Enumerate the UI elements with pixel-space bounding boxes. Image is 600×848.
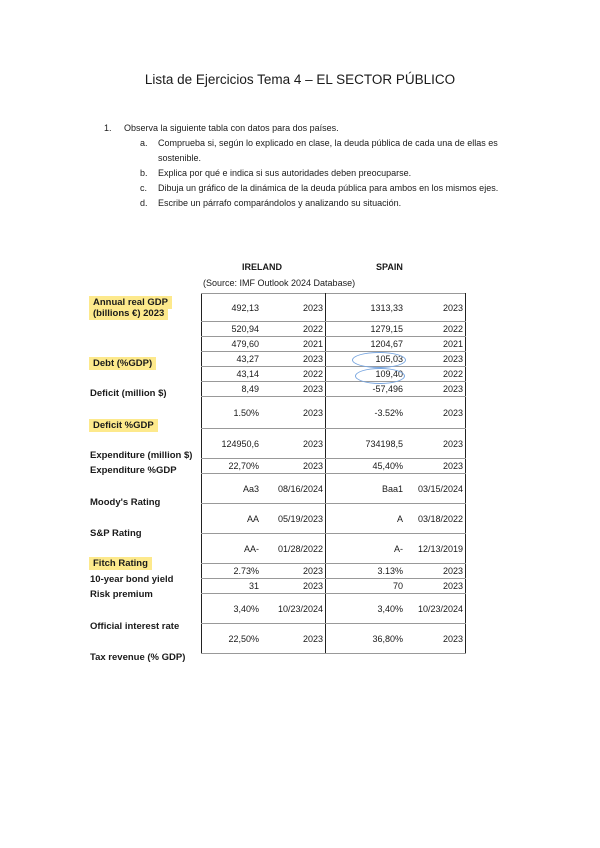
label-gdp-line1: Annual real GDP: [90, 297, 171, 308]
spain-value: 734198,5: [326, 429, 406, 459]
table-row: [202, 322, 466, 337]
exercise-text: Observa la siguiente tabla con datos para dos países.: [124, 123, 339, 133]
table-row: [202, 382, 466, 397]
spain-value: 36,80%: [326, 624, 406, 654]
ireland-value: AA-: [202, 534, 262, 564]
ireland-date: 2023: [261, 294, 326, 322]
label-moodys: Moody's Rating: [90, 497, 161, 508]
spain-date: 2023: [405, 624, 466, 654]
ireland-date: 2023: [261, 459, 326, 474]
item-text: Escribe un párrafo comparándolos y analizando su situación.: [158, 198, 402, 208]
table-row: [202, 579, 466, 594]
table-row: [202, 337, 466, 352]
spain-value: 105,03: [326, 352, 406, 367]
spain-date: 2023: [405, 564, 466, 579]
label-fitch: Fitch Rating: [90, 558, 151, 569]
ireland-value: 492,13: [202, 294, 262, 322]
ireland-date: 2023: [261, 429, 326, 459]
ireland-date: 2023: [261, 382, 326, 397]
label-risk-premium: Risk premium: [90, 589, 153, 600]
ireland-date: 2023: [261, 564, 326, 579]
spain-value: 1279,15: [326, 322, 406, 337]
column-header-spain: SPAIN: [376, 262, 403, 272]
ireland-date: 10/23/2024: [261, 594, 326, 624]
ireland-value: Aa3: [202, 474, 262, 504]
table-row: [202, 397, 466, 429]
table-row: [202, 624, 466, 654]
spain-date: 03/18/2022: [405, 504, 466, 534]
spain-date: 2023: [405, 382, 466, 397]
ireland-date: 01/28/2022: [261, 534, 326, 564]
spain-date: 2023: [405, 294, 466, 322]
ireland-value: 43,14: [202, 367, 262, 382]
ireland-value: 479,60: [202, 337, 262, 352]
exercise-1: [104, 121, 528, 136]
ireland-date: 05/19/2023: [261, 504, 326, 534]
ireland-value: 3,40%: [202, 594, 262, 624]
page-title: Lista de Ejercicios Tema 4 – EL SECTOR PÚBLICO: [144, 72, 456, 87]
ireland-value: 124950,6: [202, 429, 262, 459]
spain-date: 12/13/2019: [405, 534, 466, 564]
ireland-value: 22,70%: [202, 459, 262, 474]
ireland-value: 22,50%: [202, 624, 262, 654]
spain-value: 3,40%: [326, 594, 406, 624]
label-deficit-million: Deficit (million $): [90, 388, 167, 399]
ireland-value: 8,49: [202, 382, 262, 397]
label-expenditure-pct: Expenditure %GDP: [90, 465, 177, 476]
ireland-date: 2022: [261, 367, 326, 382]
ireland-value: 2.73%: [202, 564, 262, 579]
spain-value: 1313,33: [326, 294, 406, 322]
label-expenditure-million: Expenditure (million $): [90, 450, 193, 461]
spain-value: 45,40%: [326, 459, 406, 474]
spain-value: -3.52%: [326, 397, 406, 429]
exercise-item-a: [104, 136, 528, 166]
table-row: [202, 352, 466, 367]
table-row: [202, 429, 466, 459]
spain-date: 2023: [405, 429, 466, 459]
item-text: Comprueba si, según lo explicado en clase, la deuda pública de cada una de ellas es sostenible.: [158, 138, 498, 163]
spain-value: A-: [326, 534, 406, 564]
spain-value: 70: [326, 579, 406, 594]
column-header-ireland: IRELAND: [242, 262, 282, 272]
item-letter: a.: [140, 138, 148, 148]
table-row: [202, 504, 466, 534]
label-official-rate: Official interest rate: [90, 621, 180, 632]
spain-date: 2022: [405, 322, 466, 337]
spain-date: 2021: [405, 337, 466, 352]
table-row: [202, 474, 466, 504]
annotation-circle: [355, 368, 405, 384]
label-deficit-pct: Deficit %GDP: [90, 420, 157, 431]
spain-value: Baa1: [326, 474, 406, 504]
table-row: [202, 294, 466, 322]
ireland-date: 08/16/2024: [261, 474, 326, 504]
spain-value: 109,40: [326, 367, 406, 382]
spain-value: 3.13%: [326, 564, 406, 579]
item-text: Explica por qué e indica si sus autoridades deben preocuparse.: [158, 168, 412, 178]
spain-date: 10/23/2024: [405, 594, 466, 624]
exercise-number: 1.: [104, 123, 112, 133]
ireland-value: 1.50%: [202, 397, 262, 429]
item-text: Dibuja un gráfico de la dinámica de la deuda pública para ambos en los mismos ejes.: [158, 183, 499, 193]
spain-date: 03/15/2024: [405, 474, 466, 504]
item-letter: d.: [140, 198, 148, 208]
source-note: (Source: IMF Outlook 2024 Database): [203, 278, 356, 288]
spain-date: 2023: [405, 459, 466, 474]
ireland-date: 2021: [261, 337, 326, 352]
label-bond-yield: 10-year bond yield: [90, 574, 174, 585]
label-tax-revenue: Tax revenue (% GDP): [90, 652, 186, 663]
label-gdp: [90, 297, 171, 319]
ireland-value: AA: [202, 504, 262, 534]
spain-date: 2023: [405, 579, 466, 594]
spain-value: A: [326, 504, 406, 534]
spain-value: 1204,67: [326, 337, 406, 352]
exercise-item-c: [104, 181, 528, 196]
ireland-date: 2023: [261, 579, 326, 594]
label-debt: Debt (%GDP): [90, 358, 155, 369]
label-sp: S&P Rating: [90, 528, 142, 539]
ireland-value: 31: [202, 579, 262, 594]
table-row: [202, 564, 466, 579]
table-row: [202, 534, 466, 564]
item-letter: b.: [140, 168, 148, 178]
table-row: [202, 459, 466, 474]
spain-date: 2023: [405, 397, 466, 429]
ireland-date: 2023: [261, 397, 326, 429]
exercise-list: [104, 121, 528, 211]
spain-date: 2022: [405, 367, 466, 382]
spain-date: 2023: [405, 352, 466, 367]
ireland-date: 2022: [261, 322, 326, 337]
data-table: [201, 293, 466, 654]
exercise-item-d: [104, 196, 528, 211]
ireland-value: 520,94: [202, 322, 262, 337]
spain-value: -57,496: [326, 382, 406, 397]
table-row: [202, 367, 466, 382]
exercise-item-b: [104, 166, 528, 181]
annotation-circle: [352, 352, 406, 368]
ireland-date: 2023: [261, 352, 326, 367]
ireland-date: 2023: [261, 624, 326, 654]
ireland-value: 43,27: [202, 352, 262, 367]
item-letter: c.: [140, 183, 148, 193]
table-row: [202, 594, 466, 624]
label-gdp-line2: (billions €) 2023: [90, 308, 167, 319]
